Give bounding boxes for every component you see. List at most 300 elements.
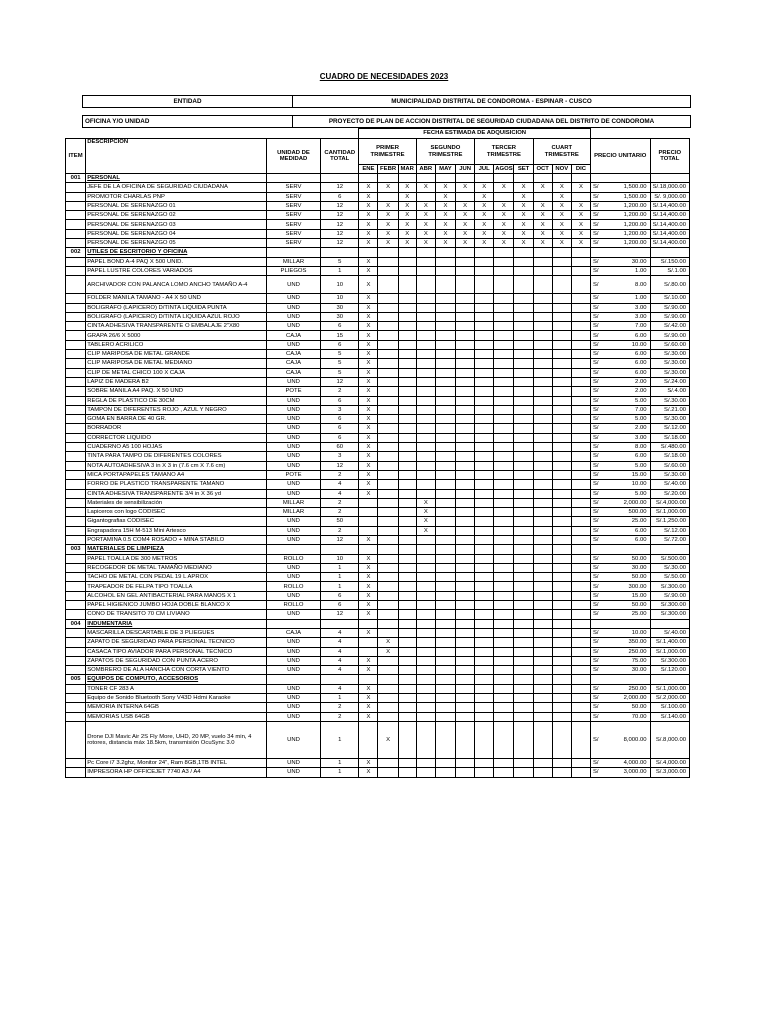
month-mark-cell xyxy=(514,656,533,665)
month-mark-cell xyxy=(571,638,590,647)
month-mark-cell xyxy=(435,666,455,675)
table-row xyxy=(66,387,690,396)
month-mark-cell xyxy=(552,489,571,498)
currency-symbol: S/ xyxy=(593,685,599,692)
month-mark-cell: X xyxy=(359,628,378,637)
item-number xyxy=(66,350,86,359)
trimestre-1-header: PRIMER TRIMESTRE xyxy=(359,139,416,165)
month-mark-cell xyxy=(514,377,533,386)
month-mark-cell xyxy=(494,405,514,414)
unit-price-value: 2,000.00 xyxy=(623,695,647,702)
month-mark-cell xyxy=(514,489,533,498)
unit-cell: UND xyxy=(266,517,320,526)
month-mark-cell xyxy=(416,276,435,294)
month-mark-cell xyxy=(398,433,416,442)
unit-price-value: 10.00 xyxy=(631,481,647,488)
item-description: PERSONAL DE SERENAZGO 03 xyxy=(86,220,267,229)
item-description: RECOGEDOR DE METAL TAMAÑO MEDIANO xyxy=(86,563,267,572)
unit-price-cell xyxy=(591,452,651,461)
month-mark-cell xyxy=(398,638,416,647)
unit-cell: UND xyxy=(266,656,320,665)
table-row xyxy=(66,628,690,637)
total-price-cell: S/.30.00 xyxy=(650,396,689,405)
quantity-cell: 2 xyxy=(321,703,359,712)
unit-price-value: 250.00 xyxy=(628,685,647,692)
total-price-cell: S/.80.00 xyxy=(650,276,689,294)
month-mark-cell xyxy=(435,712,455,721)
month-mark-cell: X xyxy=(359,461,378,470)
item-number xyxy=(66,647,86,656)
month-mark-cell: X xyxy=(552,220,571,229)
total-price-cell: S/.18,000.00 xyxy=(650,183,689,192)
month-mark-cell xyxy=(552,424,571,433)
total-price-cell: S/.50.00 xyxy=(650,573,689,582)
empty-cell xyxy=(456,174,475,183)
item-description: Lapiceros con logo CODISEC xyxy=(86,508,267,517)
month-mark-cell xyxy=(533,526,552,535)
month-mark-cell xyxy=(552,312,571,321)
month-mark-cell xyxy=(435,359,455,368)
unit-cell: SERV xyxy=(266,239,320,248)
unit-price-value: 6.00 xyxy=(635,351,647,358)
quantity-cell: 4 xyxy=(321,684,359,693)
month-mark-cell xyxy=(552,582,571,591)
total-price-cell: S/.300.00 xyxy=(650,582,689,591)
table-row xyxy=(66,703,690,712)
item-description: BOLIGRAFO (LAPICERO) D/TINTA LIQUIDA PUNTA xyxy=(86,303,267,312)
table-row xyxy=(66,526,690,535)
currency-symbol: S/ xyxy=(593,323,599,330)
month-mark-cell xyxy=(398,276,416,294)
quantity-cell: 12 xyxy=(321,239,359,248)
month-mark-cell xyxy=(552,396,571,405)
quantity-cell: 6 xyxy=(321,396,359,405)
unit-price-value: 6.00 xyxy=(635,527,647,534)
unit-price-value: 50.00 xyxy=(631,704,647,711)
month-mark-cell xyxy=(533,350,552,359)
unit-cell: UND xyxy=(266,396,320,405)
quantity-cell: 2 xyxy=(321,712,359,721)
table-row xyxy=(66,211,690,220)
item-number xyxy=(66,508,86,517)
month-mark-cell xyxy=(435,721,455,758)
total-price-cell: S/.4.00 xyxy=(650,387,689,396)
month-mark-cell xyxy=(514,443,533,452)
month-mark-cell xyxy=(435,554,455,563)
total-price-cell: S/.18.00 xyxy=(650,433,689,442)
item-number: 004 xyxy=(66,619,86,628)
month-mark-cell: X xyxy=(359,303,378,312)
item-number xyxy=(66,498,86,507)
month-mark-cell xyxy=(571,712,590,721)
month-mark-cell xyxy=(533,377,552,386)
unit-price-value: 6.00 xyxy=(635,332,647,339)
item-description: Engrapadora 15H M-513 Mini Artesco xyxy=(86,526,267,535)
unit-cell: SERV xyxy=(266,183,320,192)
item-number xyxy=(66,359,86,368)
quantity-cell: 1 xyxy=(321,582,359,591)
month-mark-cell xyxy=(398,582,416,591)
table-row xyxy=(66,239,690,248)
month-mark-cell xyxy=(456,489,475,498)
month-mark-cell xyxy=(514,666,533,675)
unit-cell: CAJA xyxy=(266,331,320,340)
unit-cell: MILLAR xyxy=(266,508,320,517)
item-number xyxy=(66,601,86,610)
month-mark-cell xyxy=(456,452,475,461)
empty-cell xyxy=(416,619,435,628)
total-price-cell: S/.500.00 xyxy=(650,554,689,563)
unit-price-cell xyxy=(591,517,651,526)
item-number xyxy=(66,563,86,572)
month-mark-cell xyxy=(571,405,590,414)
unit-price-cell xyxy=(591,294,651,303)
month-mark-cell: X xyxy=(533,211,552,220)
month-mark-cell xyxy=(571,415,590,424)
currency-symbol: S/ xyxy=(593,369,599,376)
month-mark-cell xyxy=(475,257,494,266)
empty-cell xyxy=(266,248,320,257)
unit-price-cell xyxy=(591,591,651,600)
month-mark-cell xyxy=(494,638,514,647)
unit-price-value: 10.00 xyxy=(631,341,647,348)
month-mark-cell xyxy=(552,461,571,470)
month-mark-cell xyxy=(533,768,552,777)
month-mark-cell xyxy=(378,350,398,359)
month-mark-cell xyxy=(359,498,378,507)
month-mark-cell xyxy=(552,666,571,675)
month-mark-cell xyxy=(435,322,455,331)
quantity-cell: 4 xyxy=(321,666,359,675)
month-mark-cell xyxy=(456,721,475,758)
empty-cell xyxy=(591,545,651,554)
month-mark-cell xyxy=(416,591,435,600)
month-mark-cell xyxy=(514,694,533,703)
month-mark-cell xyxy=(435,601,455,610)
month-mark-cell xyxy=(398,526,416,535)
empty-cell xyxy=(533,675,552,684)
month-mark-cell: X xyxy=(416,211,435,220)
month-mark-cell xyxy=(435,415,455,424)
table-row xyxy=(66,712,690,721)
month-mark-cell xyxy=(552,647,571,656)
month-mark-cell xyxy=(475,433,494,442)
item-description: PERSONAL DE SERENAZGO 04 xyxy=(86,229,267,238)
month-mark-cell xyxy=(494,368,514,377)
month-mark-cell xyxy=(435,433,455,442)
month-mark-cell xyxy=(533,601,552,610)
month-mark-cell xyxy=(378,424,398,433)
unit-price-cell xyxy=(591,694,651,703)
fecha-header: FECHA ESTIMADA DE ADQUISICION xyxy=(359,129,591,139)
currency-symbol: S/ xyxy=(593,397,599,404)
month-mark-cell xyxy=(378,470,398,479)
empty-cell xyxy=(321,248,359,257)
month-mark-cell: X xyxy=(514,201,533,210)
currency-symbol: S/ xyxy=(593,258,599,265)
empty-cell xyxy=(398,545,416,554)
table-row xyxy=(66,359,690,368)
month-mark-cell xyxy=(514,703,533,712)
month-mark-cell xyxy=(475,656,494,665)
month-mark-cell xyxy=(571,396,590,405)
month-mark-cell xyxy=(475,303,494,312)
currency-symbol: S/ xyxy=(593,555,599,562)
month-mark-cell xyxy=(475,461,494,470)
item-number xyxy=(66,405,86,414)
trimestre-2-header: SEGUNDO TRIMESTRE xyxy=(416,139,474,165)
month-mark-cell xyxy=(475,322,494,331)
empty-cell xyxy=(456,619,475,628)
total-price-cell: S/.21.00 xyxy=(650,405,689,414)
item-description: PAPEL HIGIENICO JUMBO HOJA DOBLE BLANCO X xyxy=(86,601,267,610)
quantity-cell: 12 xyxy=(321,535,359,544)
month-mark-cell xyxy=(494,396,514,405)
quantity-cell: 2 xyxy=(321,387,359,396)
month-mark-cell xyxy=(514,433,533,442)
total-price-cell: S/.4,000.00 xyxy=(650,758,689,767)
unit-cell: CAJA xyxy=(266,368,320,377)
currency-symbol: S/ xyxy=(593,313,599,320)
month-mark-cell xyxy=(475,694,494,703)
month-mark-cell xyxy=(456,684,475,693)
currency-symbol: S/ xyxy=(593,704,599,711)
unit-price-value: 4,000.00 xyxy=(623,759,647,766)
oficina-value: PROYECTO DE PLAN DE ACCION DISTRITAL DE SEGURIDAD CIUDADANA DEL DISTRITO DE CONDOROMA xyxy=(293,116,691,128)
currency-symbol: S/ xyxy=(593,360,599,367)
table-row xyxy=(66,266,690,275)
month-mark-cell xyxy=(514,303,533,312)
quantity-cell: 10 xyxy=(321,554,359,563)
month-mark-cell xyxy=(494,359,514,368)
item-description: PERSONAL DE SERENAZGO 01 xyxy=(86,201,267,210)
month-mark-cell xyxy=(475,703,494,712)
month-mark-cell xyxy=(398,350,416,359)
month-mark-cell: X xyxy=(359,340,378,349)
month-mark-cell xyxy=(378,303,398,312)
item-number: 001 xyxy=(66,174,86,183)
unit-price-cell xyxy=(591,303,651,312)
month-mark-cell xyxy=(494,303,514,312)
currency-symbol: S/ xyxy=(593,193,599,200)
unit-cell: UND xyxy=(266,721,320,758)
month-mark-cell xyxy=(514,322,533,331)
month-mark-cell xyxy=(533,647,552,656)
month-mark-cell xyxy=(552,498,571,507)
quantity-cell: 4 xyxy=(321,647,359,656)
month-mark-cell xyxy=(416,712,435,721)
month-mark-cell xyxy=(533,656,552,665)
month-mark-cell xyxy=(514,405,533,414)
month-mark-cell xyxy=(475,554,494,563)
month-mark-cell xyxy=(416,489,435,498)
quantity-cell: 1 xyxy=(321,758,359,767)
month-mark-cell xyxy=(552,415,571,424)
empty-cell xyxy=(494,619,514,628)
quantity-cell: 10 xyxy=(321,294,359,303)
total-price-cell: S/.30.00 xyxy=(650,368,689,377)
item-number xyxy=(66,768,86,777)
month-mark-cell xyxy=(533,387,552,396)
info-table xyxy=(82,95,691,128)
month-mark-cell xyxy=(435,368,455,377)
month-mark-cell xyxy=(533,508,552,517)
empty-cell xyxy=(398,174,416,183)
month-mark-cell: X xyxy=(359,554,378,563)
quantity-cell: 5 xyxy=(321,350,359,359)
empty-cell xyxy=(591,248,651,257)
quantity-cell: 12 xyxy=(321,201,359,210)
item-description: TABLERO ACRILICO xyxy=(86,340,267,349)
month-mark-cell xyxy=(475,340,494,349)
item-description: CLIP DE METAL CHICO 100 X CAJA xyxy=(86,368,267,377)
month-mark-cell xyxy=(435,443,455,452)
quantity-cell: 1 xyxy=(321,573,359,582)
month-mark-cell xyxy=(475,498,494,507)
month-mark-cell xyxy=(456,276,475,294)
currency-symbol: S/ xyxy=(593,268,599,275)
month-mark-cell: X xyxy=(359,377,378,386)
month-header: DIC xyxy=(571,165,590,174)
month-mark-cell xyxy=(494,480,514,489)
section-row xyxy=(66,545,690,554)
quantity-cell: 6 xyxy=(321,415,359,424)
table-row xyxy=(66,294,690,303)
month-mark-cell xyxy=(571,628,590,637)
month-mark-cell xyxy=(416,415,435,424)
month-mark-cell xyxy=(456,480,475,489)
unit-price-cell xyxy=(591,322,651,331)
unit-price-cell xyxy=(591,377,651,386)
quantity-cell: 1 xyxy=(321,266,359,275)
month-mark-cell xyxy=(378,694,398,703)
unit-price-cell xyxy=(591,489,651,498)
month-header: ENE xyxy=(359,165,378,174)
item-description: CASACA TIPO AVIADOR PARA PERSONAL TECNICO xyxy=(86,647,267,656)
unit-cell: UND xyxy=(266,712,320,721)
empty-cell xyxy=(456,545,475,554)
unit-price-cell xyxy=(591,192,651,201)
unit-cell: SERV xyxy=(266,201,320,210)
quantity-cell: 12 xyxy=(321,377,359,386)
unit-price-cell xyxy=(591,461,651,470)
month-mark-cell: X xyxy=(359,220,378,229)
item-description: MEMORIAS USB 64GB xyxy=(86,712,267,721)
month-mark-cell xyxy=(416,582,435,591)
item-number xyxy=(66,276,86,294)
empty-cell xyxy=(552,174,571,183)
month-mark-cell: X xyxy=(359,201,378,210)
table-row xyxy=(66,573,690,582)
month-mark-cell: X xyxy=(416,229,435,238)
currency-symbol: S/ xyxy=(593,695,599,702)
month-mark-cell: X xyxy=(359,415,378,424)
month-mark-cell: X xyxy=(359,582,378,591)
trimestre-3-header: TERCER TRIMESTRE xyxy=(475,139,533,165)
unit-cell: CAJA xyxy=(266,628,320,637)
item-number xyxy=(66,526,86,535)
month-mark-cell xyxy=(552,276,571,294)
month-mark-cell xyxy=(378,276,398,294)
month-mark-cell: X xyxy=(359,192,378,201)
month-mark-cell xyxy=(435,266,455,275)
month-mark-cell xyxy=(475,294,494,303)
item-number xyxy=(66,415,86,424)
unit-price-value: 50.00 xyxy=(631,602,647,609)
month-header: SET xyxy=(514,165,533,174)
item-description: TACHO DE METAL CON PEDAL 19 L APROX xyxy=(86,573,267,582)
month-mark-cell xyxy=(456,563,475,572)
month-mark-cell: X xyxy=(359,684,378,693)
month-mark-cell xyxy=(514,684,533,693)
currency-symbol: S/ xyxy=(593,657,599,664)
month-mark-cell xyxy=(398,312,416,321)
table-row xyxy=(66,322,690,331)
month-mark-cell xyxy=(456,535,475,544)
month-mark-cell: X xyxy=(398,229,416,238)
month-mark-cell xyxy=(456,656,475,665)
month-mark-cell xyxy=(533,703,552,712)
month-mark-cell: X xyxy=(416,508,435,517)
month-mark-cell xyxy=(398,508,416,517)
month-mark-cell xyxy=(378,684,398,693)
unit-cell: POTE xyxy=(266,470,320,479)
month-mark-cell: X xyxy=(552,192,571,201)
month-mark-cell xyxy=(494,340,514,349)
empty-cell xyxy=(514,545,533,554)
month-mark-cell: X xyxy=(514,192,533,201)
month-header: MAR xyxy=(398,165,416,174)
month-mark-cell: X xyxy=(359,239,378,248)
unit-price-value: 30.00 xyxy=(631,258,647,265)
month-mark-cell xyxy=(416,359,435,368)
item-number xyxy=(66,480,86,489)
month-mark-cell xyxy=(456,768,475,777)
month-mark-cell xyxy=(514,359,533,368)
month-mark-cell xyxy=(435,563,455,572)
table-row xyxy=(66,480,690,489)
section-title: INDUMENTARIA xyxy=(86,619,267,628)
item-number xyxy=(66,582,86,591)
unit-price-cell xyxy=(591,220,651,229)
month-mark-cell xyxy=(571,433,590,442)
empty-cell xyxy=(552,248,571,257)
month-mark-cell xyxy=(475,312,494,321)
item-description: Drone DJI Mavic Air 2S Fly More, UHD, 20 MP, vuelo 34 min, 4 rotores, distancia máx 18.5km, transmisión OcuSync 3.0 xyxy=(86,721,267,758)
total-price-cell: S/.90.00 xyxy=(650,312,689,321)
month-mark-cell xyxy=(456,359,475,368)
month-mark-cell xyxy=(533,424,552,433)
total-price-cell: S/.8,000.00 xyxy=(650,721,689,758)
item-description: NOTA AUTOADHESIVA 3 in X 3 in (7.6 cm X 7.6 cm) xyxy=(86,461,267,470)
month-mark-cell xyxy=(398,517,416,526)
month-mark-cell xyxy=(571,703,590,712)
month-mark-cell xyxy=(475,415,494,424)
currency-symbol: S/ xyxy=(593,648,599,655)
unit-cell: SERV xyxy=(266,211,320,220)
month-mark-cell xyxy=(552,340,571,349)
table-row xyxy=(66,396,690,405)
month-mark-cell xyxy=(475,350,494,359)
month-mark-cell xyxy=(416,368,435,377)
month-mark-cell xyxy=(416,535,435,544)
month-mark-cell: X xyxy=(359,312,378,321)
unit-price-value: 1,200.00 xyxy=(623,212,647,219)
month-mark-cell xyxy=(514,350,533,359)
month-mark-cell xyxy=(398,489,416,498)
empty-cell xyxy=(591,619,651,628)
month-mark-cell: X xyxy=(416,183,435,192)
